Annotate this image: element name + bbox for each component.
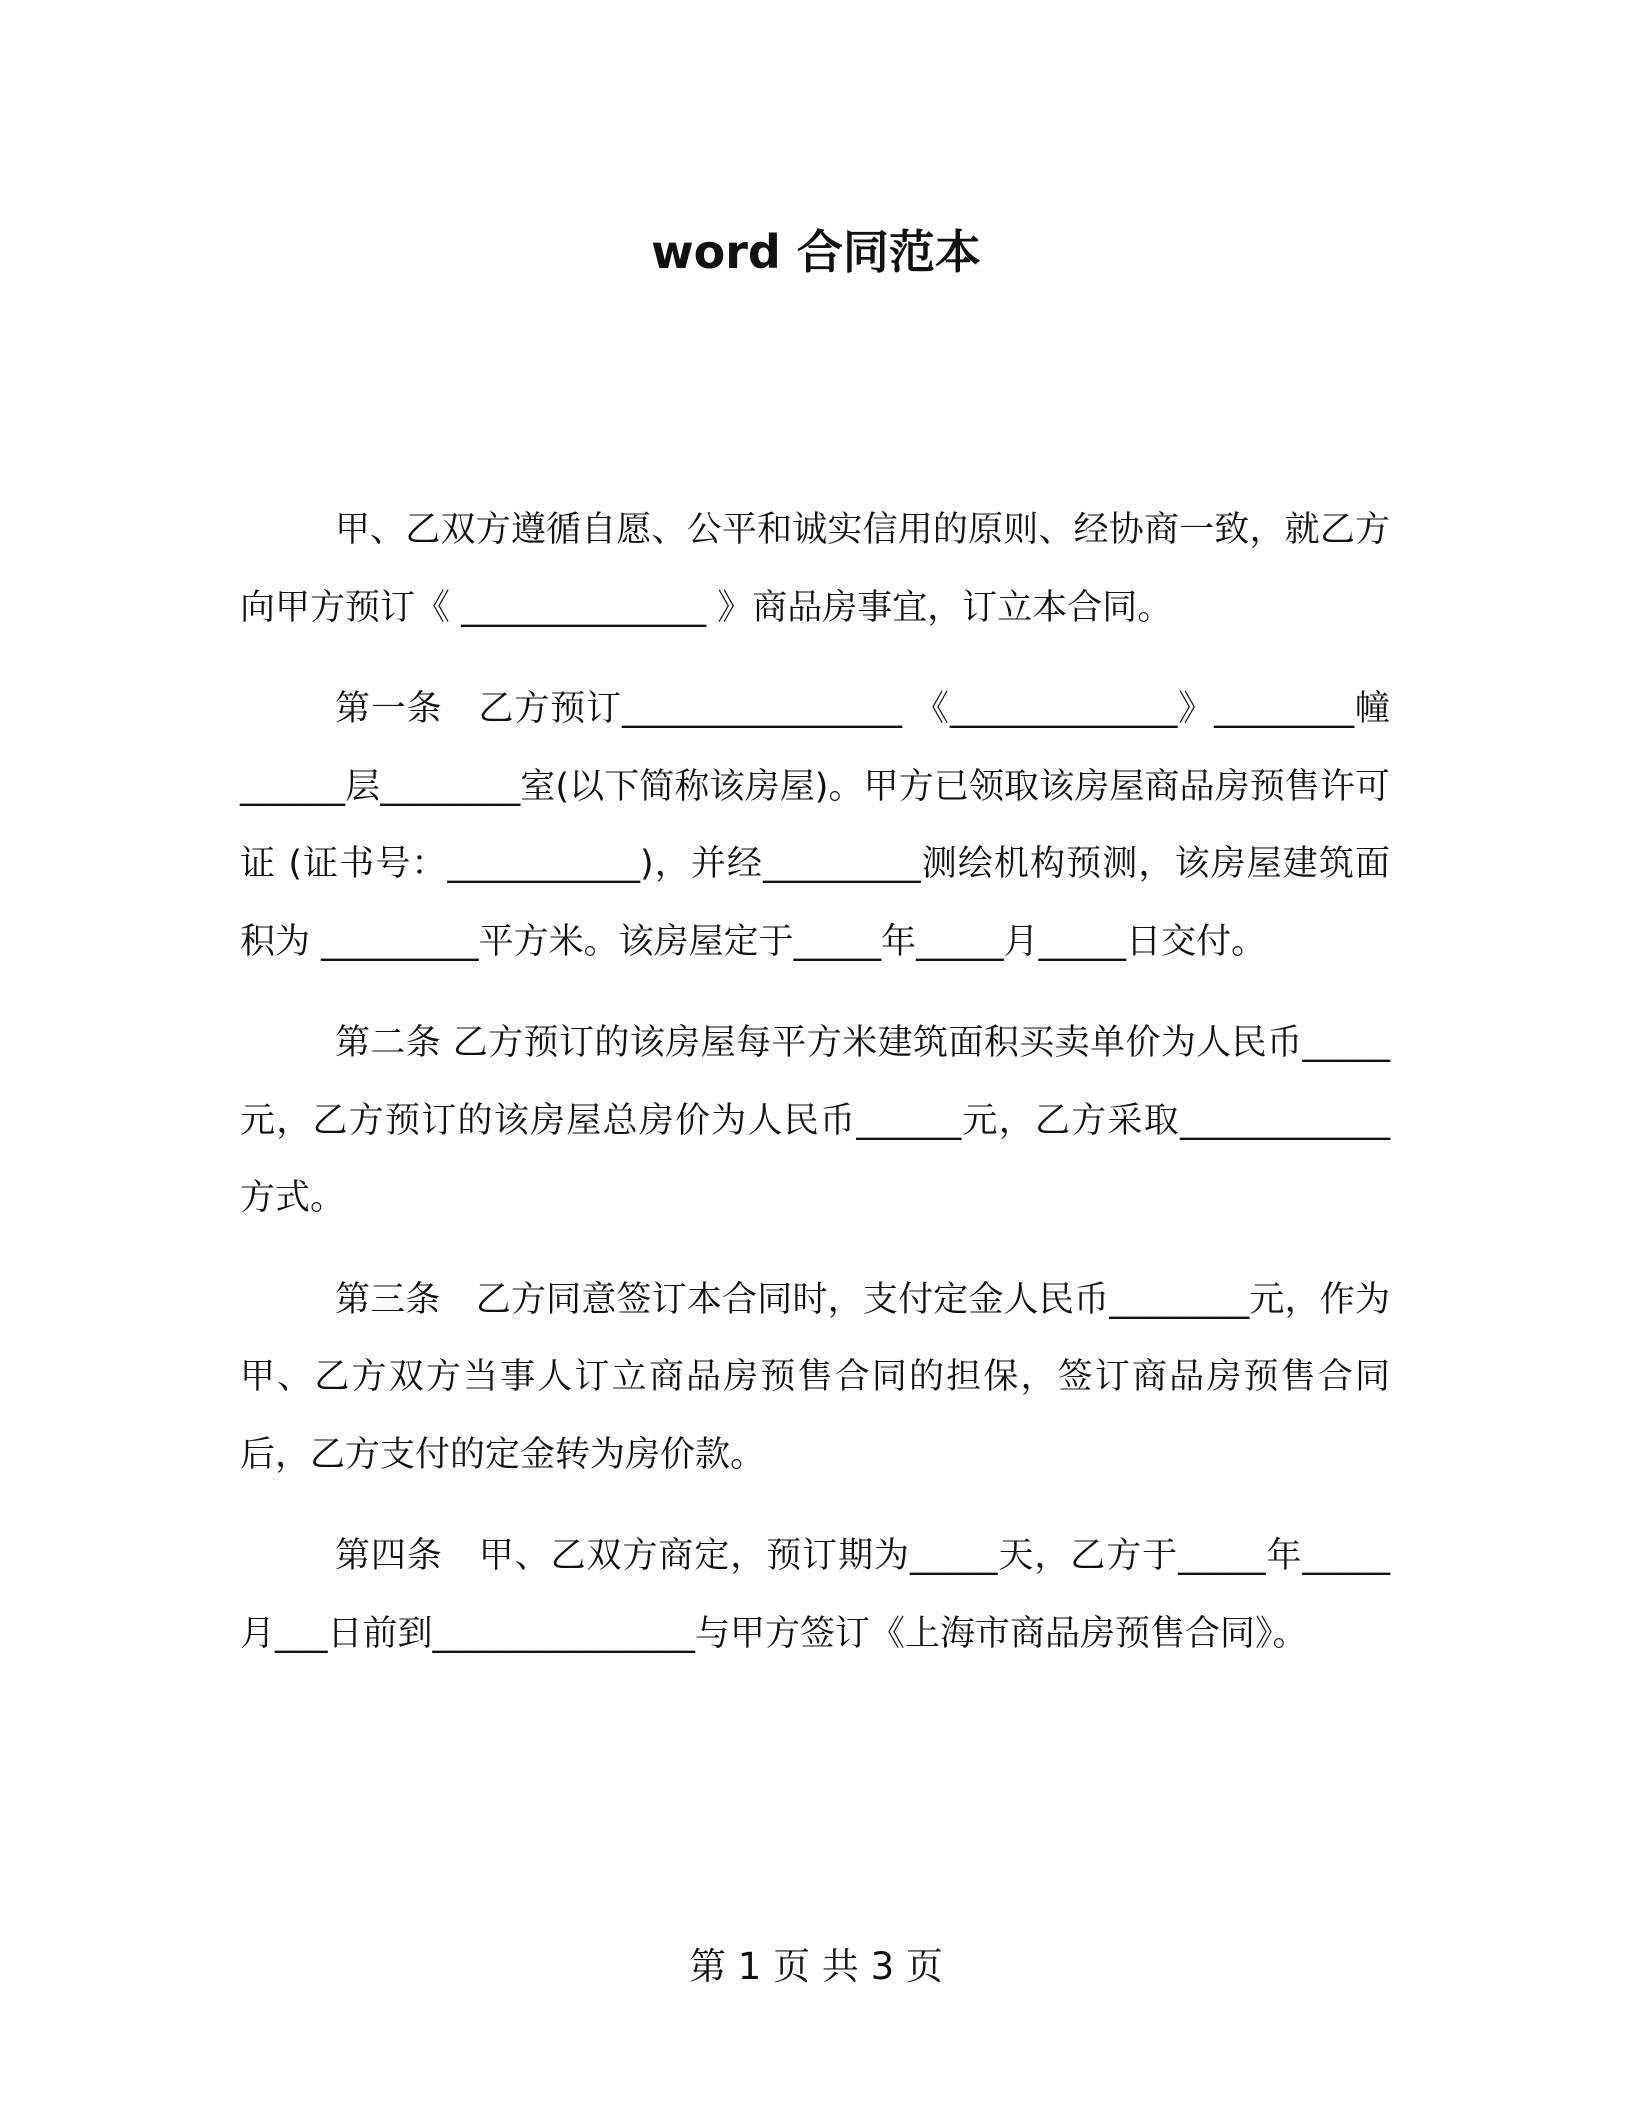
document-title: word 合同范本 [651,225,981,279]
article-2-paragraph: 第二条 乙方预订的该房屋每平方米建筑面积买卖单价为人民币_____元，乙方预订的该房屋总房价为人民币______元，乙方采取____________方式。 [240,1023,1390,1218]
article-1-paragraph: 第一条 乙方预订________________ 《_____________》________幢______层________室(以下简称该房屋)。甲方已领取该房屋商品房预售许可证 (证书号：___________)，并经_________测绘机构预测，该房屋建筑面积为 _________平方米。该房屋定于_____年_____月_____日交付。 [240,689,1390,962]
article-3-paragraph: 第三条 乙方同意签订本合同时，支付定金人民币________元，作为甲、乙方双方当事人订立商品房预售合同的担保，签订商品房预售合同后，乙方支付的定金转为房价款。 [240,1279,1390,1475]
article-4-paragraph: 第四条 甲、乙双方商定，预订期为_____天，乙方于_____年_____月___日前到_______________与甲方签订《上海市商品房预售合同》。 [240,1536,1390,1654]
preamble-paragraph: 甲、乙双方遵循自愿、公平和诚实信用的原则、经协商一致，就乙方向甲方预订《 ______________ 》商品房事宜，订立本合同。 [240,510,1390,628]
page-number: 第 1 页 共 3 页 [689,1945,943,1988]
document-body [240,492,1390,1673]
